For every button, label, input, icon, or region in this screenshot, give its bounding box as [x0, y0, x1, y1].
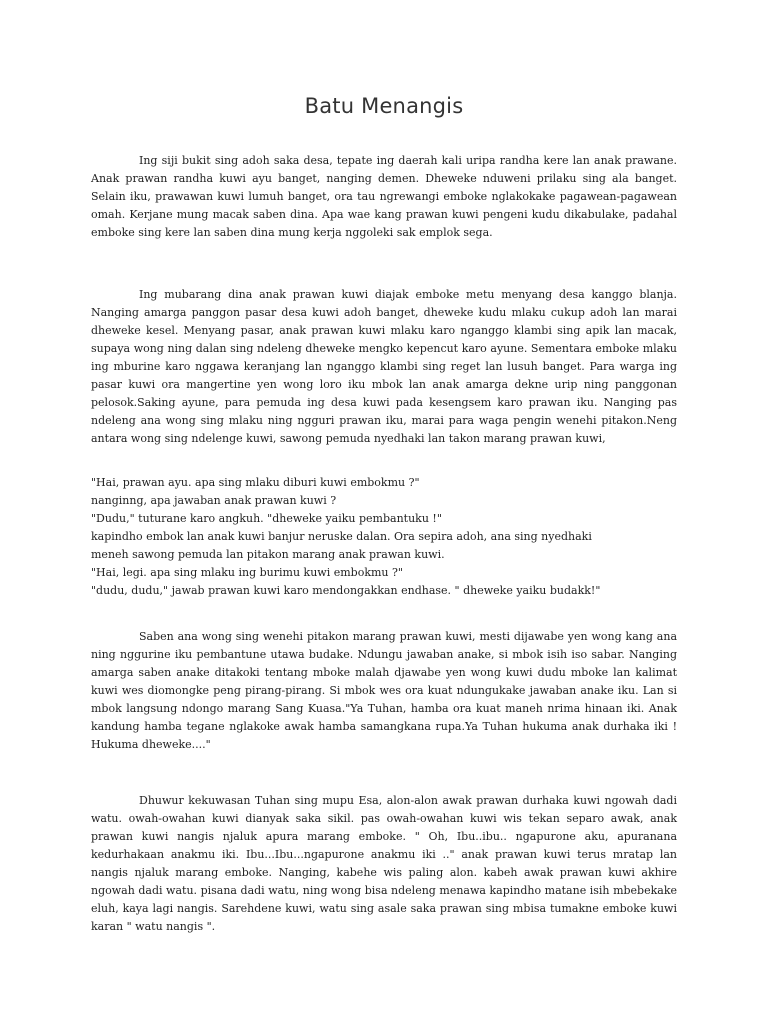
dialog-line: nanginng, apa jawaban anak prawan kuwi ? — [91, 494, 337, 507]
dialog-line: "Hai, legi. apa sing mlaku ing burimu kuwi embokmu ?" — [91, 566, 403, 579]
paragraph-2: Ing mubarang dina anak prawan kuwi diajak emboke metu menyang desa kanggo blanja. Nanging amarga panggon pasar desa kuwi adoh banget, dheweke kudu mlaku cukup adoh lan marai dheweke kesel. Menyang pasar, anak prawan kuwi mlaku karo nganggo klambi sing apik lan macak, supaya wong ning dalan sing ndeleng dheweke mengko kepencut karo ayune. Sementara emboke mlaku ing mburine karo nggawa keranjang lan nganggo klambi sing reget lan lusuh banget. Para warga ing pasar kuwi ora mangertine yen wong loro iku mbok lan anak amarga dekne urip ning panggonan pelosok.Saking ayune, para pemuda ing desa kuwi pada kesengsem karo prawan iku. Nanging pas ndeleng ana wong sing mlaku ning ngguri prawan iku, marai para waga pengin wenehi pitakon.Neng antara wong sing ndelenge kuwi, sawong pemuda nyedhaki lan takon marang prawan kuwi, — [91, 288, 677, 445]
paragraph-3: Saben ana wong sing wenehi pitakon marang prawan kuwi, mesti dijawabe yen wong kang ana ning nggurine iku pembantune utawa budake. Ndungu jawaban anake, si mbok isih iso sabar. Nanging amarga saben anake ditakoki tentang mboke malah djawabe yen wong kuwi dudu mboke lan kalimat kuwi wes diomongke peng pirang-pirang. Si mbok wes ora kuat ndungukake jawaban anake iku. Lan si mbok langsung ndongo marang Sang Kuasa."Ya Tuhan, hamba ora kuat maneh nrima hinaan iki. Anak kandung hamba tegane nglakoke awak hamba samangkana rupa.Ya Tuhan hukuma anak durhaka iki ! Hukuma dheweke...." — [91, 630, 677, 751]
dialog-line: meneh sawong pemuda lan pitakon marang anak prawan kuwi. — [91, 548, 445, 561]
dialog-line: "dudu, dudu," jawab prawan kuwi karo mendongakkan endhase. " dheweke yaiku budakk!" — [91, 584, 601, 597]
dialog-line: "Dudu," tuturane karo angkuh. "dheweke yaiku pembantuku !" — [91, 512, 442, 525]
paragraph-1: Ing siji bukit sing adoh saka desa, tepate ing daerah kali uripa randha kere lan anak prawane. Anak prawan randha kuwi ayu banget, nanging demen. Dheweke nduweni prilaku sing ala banget. Selain iku, prawawan kuwi lumuh banget, ora tau ngrewangi emboke nglakokake pagawean-pagawean omah. Kerjane mung macak saben dina. Apa wae kang prawan kuwi pengeni kudu dikabulake, padahal emboke sing kere lan saben dina mung kerja nggoleki sak emplok sega. — [91, 154, 677, 239]
dialog-block — [91, 474, 677, 600]
story-title: Batu Menangis — [304, 94, 464, 118]
paragraph-4: Dhuwur kekuwasan Tuhan sing mupu Esa, alon-alon awak prawan durhaka kuwi ngowah dadi watu. owah-owahan kuwi dianyak saka sikil. pas owah-owahan kuwi wis tekan separo awak, anak prawan kuwi nangis njaluk apura marang emboke. " Oh, Ibu..ibu.. ngapurone aku, apuranana kedurhakaan anakmu iki. Ibu...Ibu...ngapurone anakmu iki .." anak prawan kuwi terus mratap lan nangis njaluk marang emboke. Nanging, kabehe wis paling alon. kabeh awak prawan kuwi akhire ngowah dadi watu. pisana dadi watu, ning wong bisa ndeleng menawa kapindho matane isih mbebekake eluh, kaya lagi nangis. Sarehdene kuwi, watu sing asale saka prawan sing mbisa tumakne emboke kuwi karan " watu nangis ". — [91, 794, 677, 933]
dialog-line: kapindho embok lan anak kuwi banjur neruske dalan. Ora sepira adoh, ana sing nyedhaki — [91, 530, 592, 543]
dialog-line: "Hai, prawan ayu. apa sing mlaku diburi kuwi embokmu ?" — [91, 476, 420, 489]
